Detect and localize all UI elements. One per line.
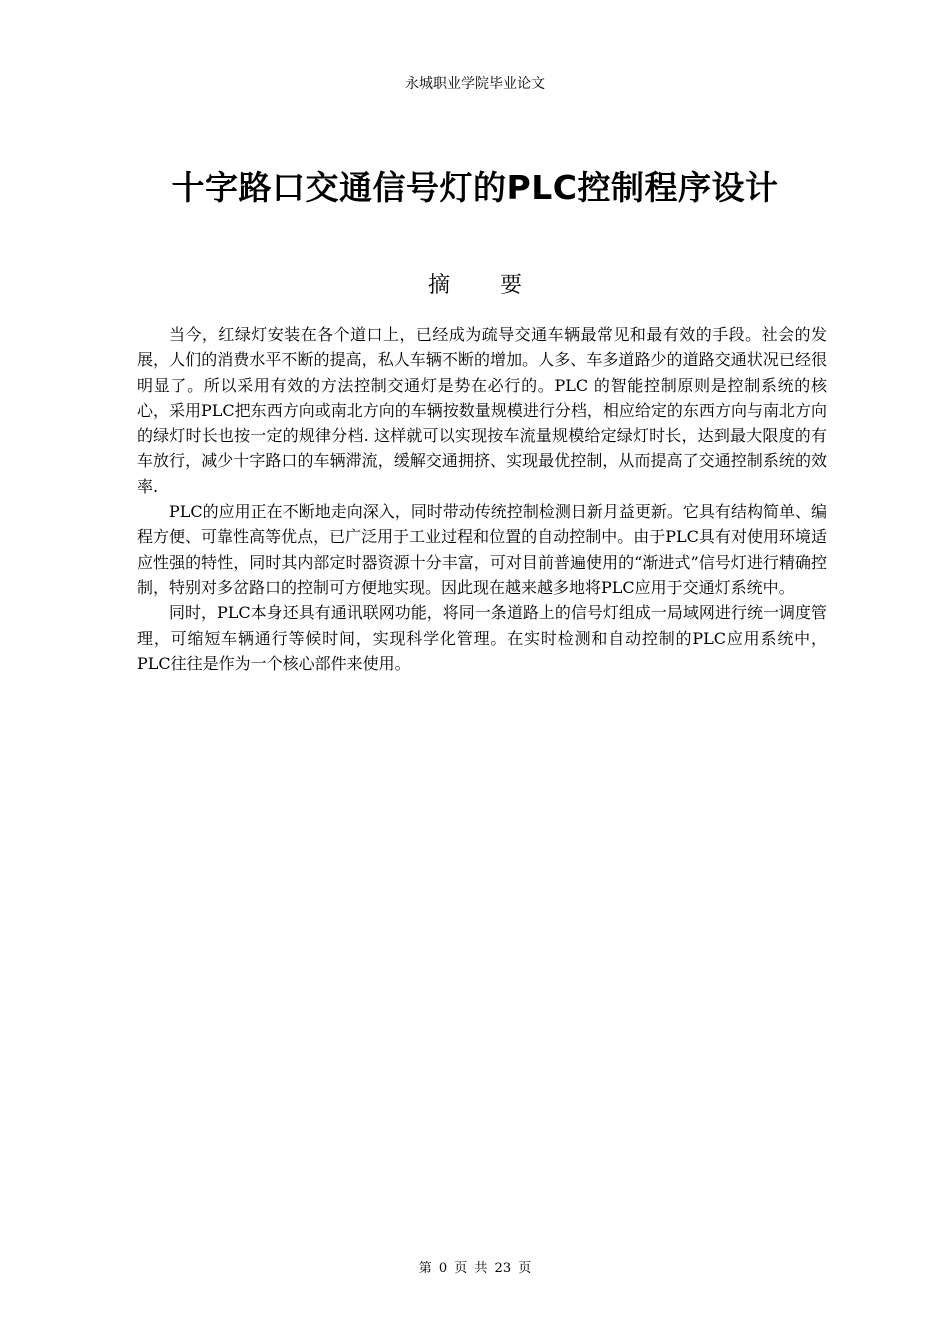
- abstract-heading: 摘要: [427, 273, 572, 298]
- paper-title: 十字路口交通信号灯的PLC控制程序设计: [171, 168, 779, 207]
- abstract-paragraph-3: 同时，PLC本身还具有通讯联网功能，将同一条道路上的信号灯组成一局域网进行统一调度管理，可缩短车辆通行等候时间，实现科学化管理。在实时检测和自动控制的PLC应用系统中，PLC往往是作为一个核心部件来使用。: [137, 603, 827, 673]
- abstract-paragraph-2: PLC的应用正在不断地走向深入，同时带动传统控制检测日新月益更新。它具有结构简单、编程方便、可靠性高等优点，已广泛用于工业过程和位置的自动控制中。由于PLC具有对使用环境适应性强的特性，同时其内部定时器资源十分丰富，可对目前普遍使用的“渐进式”信号灯进行精确控制，特别对多岔路口的控制可方便地实现。因此现在越来越多地将PLC应用于交通灯系统中。: [137, 502, 827, 597]
- running-header: 永城职业学院毕业论文: [405, 76, 545, 92]
- abstract-body: [137, 322, 827, 676]
- page-footer: 第 0 页 共 23 页: [418, 1261, 532, 1276]
- abstract-paragraph-1: 当今，红绿灯安装在各个道口上，已经成为疏导交通车辆最常见和最有效的手段。社会的发展，人们的消费水平不断的提高，私人车辆不断的增加。人多、车多道路少的道路交通状况已经很明显了。所以采用有效的方法控制交通灯是势在必行的。PLC 的智能控制原则是控制系统的核心，采用PLC把东西方向或南北方向的车辆按数量规模进行分档，相应给定的东西方向与南北方向的绿灯时长也按一定的规律分档. 这样就可以实现按车流量规模给定绿灯时长，达到最大限度的有车放行，减少十字路口的车辆滞流，缓解交通拥挤、实现最优控制，从而提高了交通控制系统的效率.: [137, 325, 827, 496]
